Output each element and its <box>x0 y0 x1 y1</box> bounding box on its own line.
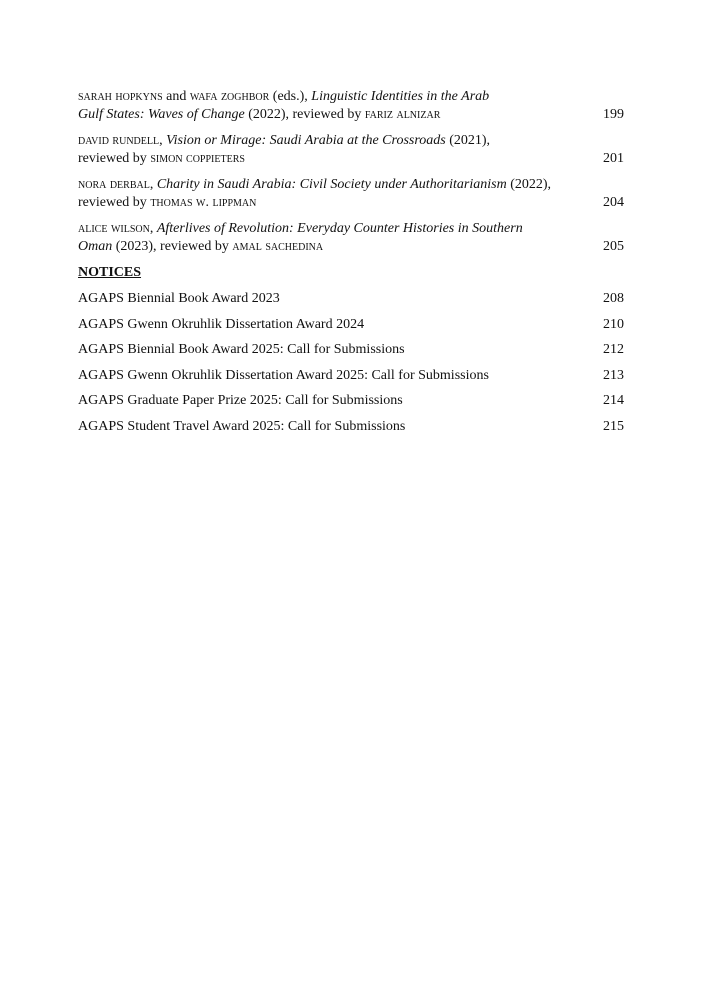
notice-title: AGAPS Gwenn Okruhlik Dissertation Award 2025: Call for Submissions <box>78 367 489 383</box>
page-number: 210 <box>603 316 624 332</box>
review-citation <box>78 220 568 256</box>
book-title: Afterlives of Revolution: Everyday Counter Histories in Southern <box>156 221 523 236</box>
person-name: nora derbal <box>78 177 150 192</box>
notice-title: AGAPS Student Travel Award 2025: Call for Submissions <box>78 418 406 434</box>
notices-list <box>78 290 626 443</box>
review-citation <box>78 132 568 168</box>
page-number: 199 <box>603 107 624 122</box>
citation-line <box>78 150 568 168</box>
notice-entry <box>78 316 626 342</box>
citation-line <box>78 88 568 106</box>
citation-text: (2022), reviewed by <box>244 107 365 122</box>
notice-title: AGAPS Biennial Book Award 2023 <box>78 291 280 306</box>
review-entry <box>78 88 626 124</box>
citation-text: , <box>149 177 157 192</box>
notice-entry <box>78 418 626 444</box>
citation-line <box>78 238 568 256</box>
person-name: wafa zoghbor <box>189 89 270 104</box>
citation-text: (2022), <box>506 177 552 192</box>
page-number: 214 <box>603 393 624 408</box>
page-number: 215 <box>603 418 624 434</box>
person-name: amal sachedina <box>232 239 324 254</box>
person-name: sarah hopkyns <box>78 89 163 104</box>
citation-text: reviewed by <box>78 195 151 210</box>
citation-text: reviewed by <box>78 151 151 166</box>
review-citation <box>78 176 568 212</box>
review-entry <box>78 220 626 256</box>
notice-entry <box>78 392 626 418</box>
book-title: Charity in Saudi Arabia: Civil Society under Authoritarianism <box>156 177 507 192</box>
citation-text: (eds.), <box>269 89 312 104</box>
citation-line <box>78 106 568 124</box>
person-name: david rundell <box>78 133 160 148</box>
book-reviews-list <box>78 88 626 256</box>
notice-title: AGAPS Gwenn Okruhlik Dissertation Award 2024 <box>78 316 365 332</box>
citation-line <box>78 194 568 212</box>
citation-text: (2021), <box>445 133 491 148</box>
notice-entry <box>78 290 626 316</box>
citation-text: (2023), reviewed by <box>112 239 233 254</box>
page-number: 201 <box>603 151 624 166</box>
book-title: Gulf States: Waves of Change <box>78 107 245 122</box>
person-name: simon coppieters <box>150 151 245 166</box>
page-number: 208 <box>603 291 624 306</box>
person-name: thomas w. lippman <box>150 195 257 210</box>
book-title: Linguistic Identities in the Arab <box>311 89 490 104</box>
book-title: Vision or Mirage: Saudi Arabia at the Crossroads <box>166 133 446 148</box>
notices-heading: NOTICES <box>78 265 142 280</box>
review-entry <box>78 176 626 212</box>
review-entry <box>78 132 626 168</box>
person-name: fariz alnizar <box>364 107 441 122</box>
citation-text: and <box>162 89 190 104</box>
citation-line <box>78 132 568 150</box>
page-number: 204 <box>603 195 624 210</box>
book-title: Oman <box>78 239 113 254</box>
person-name: alice wilson <box>78 221 150 236</box>
citation-text: , <box>149 221 157 236</box>
citation-line <box>78 176 568 194</box>
notice-title: AGAPS Biennial Book Award 2025: Call for Submissions <box>78 342 405 357</box>
citation-line <box>78 220 568 238</box>
review-citation <box>78 88 568 124</box>
notice-entry <box>78 341 626 367</box>
table-of-contents <box>78 88 626 443</box>
page-number: 213 <box>603 367 624 383</box>
notice-entry <box>78 367 626 393</box>
page-number: 205 <box>603 239 624 254</box>
notice-title: AGAPS Graduate Paper Prize 2025: Call for Submissions <box>78 393 403 408</box>
citation-text: , <box>159 133 167 148</box>
page-number: 212 <box>603 342 624 357</box>
